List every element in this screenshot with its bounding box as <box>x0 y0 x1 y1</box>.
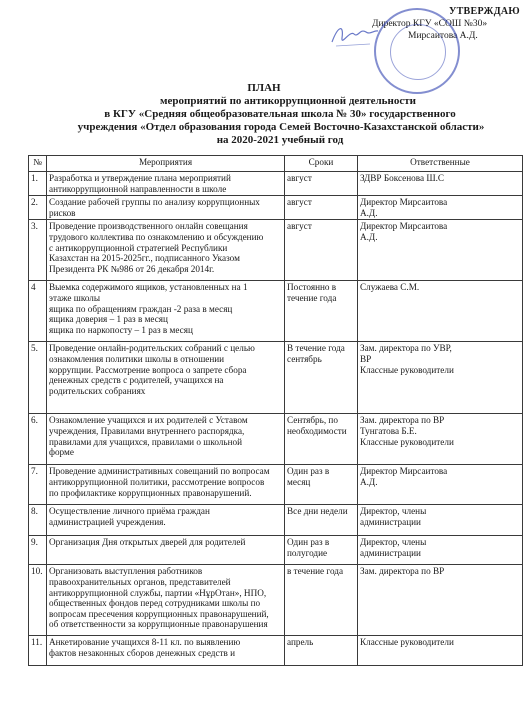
row-term <box>285 536 358 565</box>
title-line-3: в КГУ «Средняя общеобразовательная школа № 30» государственного <box>104 108 456 120</box>
approval-name: Мирсаитова А.Д. <box>408 31 478 41</box>
row-term <box>285 281 358 342</box>
row-responsible <box>358 414 523 465</box>
row-activity <box>47 414 285 465</box>
row-term-line: сентябрь <box>287 353 322 364</box>
row-responsible-line: Тунгатова Б.Е. <box>360 425 417 436</box>
row-activity <box>47 342 285 414</box>
row-activity <box>47 220 285 281</box>
table-row <box>29 196 523 220</box>
row-responsible-line: администрации <box>360 516 421 527</box>
row-responsible-line: ЗДВР Боксенова Ш.С <box>360 173 445 183</box>
row-term-line: апрель <box>287 637 314 648</box>
row-activity-line: Проведение административных совещаний по вопросам <box>49 466 270 477</box>
row-term-line: Постоянно в <box>287 282 337 293</box>
row-term-line: август <box>287 221 312 232</box>
row-number: 8. <box>29 505 47 536</box>
row-responsible <box>358 196 523 220</box>
row-activity-line: правоохранительных органов, представителей <box>49 576 231 587</box>
row-number: 2. <box>29 196 47 220</box>
row-number: 7. <box>29 465 47 505</box>
row-activity <box>47 636 285 666</box>
row-responsible <box>358 465 523 505</box>
row-activity-line: Проведение производственного онлайн совещания <box>49 221 248 232</box>
header-activity: Мероприятия <box>47 156 285 172</box>
row-term-line: В течение года <box>287 343 345 354</box>
table-body <box>29 172 523 666</box>
row-responsible-line: Зам. директора по ВР <box>360 415 445 426</box>
header-responsible: Ответственные <box>358 156 523 172</box>
row-term-line: Все дни недели <box>287 506 348 517</box>
row-term-line: август <box>287 173 312 183</box>
table-row <box>29 505 523 536</box>
row-activity-line: ознакомления политики школы в отношении <box>49 353 225 364</box>
row-activity <box>47 505 285 536</box>
row-term-line: в течение года <box>287 566 344 577</box>
row-activity-line: антикоррупционной направленности в школе <box>49 183 227 194</box>
row-number: 4 <box>29 281 47 342</box>
row-activity-line: администрацией учреждения. <box>49 516 166 527</box>
approval-director: Директор КГУ «СОШ №30» <box>372 19 488 29</box>
row-term-line: Один раз в <box>287 466 330 477</box>
row-activity-line: Казахстан на 2015-2025гг., подписанного Указом <box>49 253 240 264</box>
table-row <box>29 414 523 465</box>
row-activity <box>47 536 285 565</box>
row-number: 1. <box>29 172 47 196</box>
row-responsible <box>358 505 523 536</box>
row-responsible-line: Директор Мирсаитова <box>360 221 448 232</box>
row-activity-line: ящика по обращениям граждан -2 раза в месяц <box>49 303 233 314</box>
row-activity-line: Создание рабочей группы по анализу коррупционных <box>49 197 260 208</box>
row-responsible <box>358 565 523 636</box>
row-activity-line: Ознакомление учащихся и их родителей с Уставом <box>49 415 248 426</box>
row-responsible-line: Зам. директора по ВР <box>360 566 445 577</box>
row-responsible-line: Директор Мирсаитова <box>360 466 448 477</box>
title-line-4: учреждения «Отдел образования города Семей Восточно-Казахстанской области» <box>77 121 485 133</box>
row-activity-line: трудового коллектива по ознакомлению и обсуждению <box>49 231 264 242</box>
row-activity <box>47 565 285 636</box>
document-title <box>0 82 524 147</box>
header-term: Сроки <box>285 156 358 172</box>
row-term-line: Один раз в <box>287 537 330 548</box>
row-responsible-line: Директор, члены <box>360 506 427 517</box>
row-term <box>285 196 358 220</box>
row-activity-line: рисков <box>49 207 76 218</box>
row-responsible-line: Директор, члены <box>360 537 427 548</box>
row-number: 9. <box>29 536 47 565</box>
row-term <box>285 636 358 666</box>
row-activity-line: вопросам пресечения коррупционных правонарушений, <box>49 608 269 619</box>
row-activity-line: с антикоррупционной стратегией Республики <box>49 242 228 253</box>
row-number: 11. <box>29 636 47 666</box>
row-responsible <box>358 281 523 342</box>
row-responsible-line: А.Д. <box>360 476 378 487</box>
row-activity-line: учреждения, Правилами внутреннего распорядка, <box>49 425 245 436</box>
table-row <box>29 565 523 636</box>
row-term <box>285 465 358 505</box>
approval-title: УТВЕРЖДАЮ <box>448 6 520 17</box>
row-responsible-line: Директор Мирсаитова <box>360 197 448 208</box>
row-responsible-line: Классные руководители <box>360 436 454 447</box>
row-responsible <box>358 636 523 666</box>
row-number: 10. <box>29 565 47 636</box>
row-number: 6. <box>29 414 47 465</box>
row-activity <box>47 465 285 505</box>
row-term <box>285 505 358 536</box>
row-responsible-line: А.Д. <box>360 207 378 218</box>
row-activity <box>47 172 285 196</box>
row-responsible-line: ВР <box>360 353 372 364</box>
row-activity-line: этаже школы <box>49 292 101 303</box>
row-term-line: необходимости <box>287 425 347 436</box>
row-responsible-line: администрации <box>360 547 421 558</box>
row-activity-line: правилами для учащихся, правилами о школьной <box>49 436 242 447</box>
row-responsible-line: Служаева С.М. <box>360 282 420 293</box>
row-activity-line: форме <box>49 447 74 458</box>
table-row <box>29 465 523 505</box>
row-number: 3. <box>29 220 47 281</box>
table-row <box>29 342 523 414</box>
title-line-5: на 2020-2021 учебный год <box>216 134 344 146</box>
header-num: № <box>29 156 47 172</box>
plan-table <box>28 155 523 666</box>
row-activity-line: Осуществление личного приёма граждан <box>49 506 210 517</box>
row-term-line: полугодие <box>287 547 328 558</box>
row-activity-line: родительских собраниях <box>49 385 146 396</box>
row-activity-line: Организовать выступления работников <box>49 566 203 577</box>
row-activity <box>47 196 285 220</box>
table-row <box>29 636 523 666</box>
row-term-line: Сентябрь, по <box>287 415 338 426</box>
row-activity-line: общественных фондов перед сотрудниками школы по <box>49 598 261 609</box>
row-term-line: август <box>287 197 312 208</box>
row-number: 5. <box>29 342 47 414</box>
row-activity-line: Президента РК №986 от 26 декабря 2014г. <box>49 263 215 274</box>
row-responsible-line: Классные руководители <box>360 364 454 375</box>
title-line-2: мероприятий по антикоррупционной деятельности <box>160 95 416 107</box>
row-activity-line: антикоррупционной политики, рассмотрение вопросов <box>49 476 265 487</box>
row-responsible <box>358 342 523 414</box>
row-term <box>285 414 358 465</box>
row-activity-line: Организация Дня открытых дверей для родителей <box>49 537 246 548</box>
row-term <box>285 342 358 414</box>
row-activity-line: ящика по наркопосту – 1 раз в месяц <box>49 324 193 335</box>
row-responsible <box>358 536 523 565</box>
row-activity-line: ящика доверия – 1 раз в месяц <box>49 314 168 325</box>
row-responsible <box>358 172 523 196</box>
row-activity-line: об ответственности за коррупционные правонарушения <box>49 619 268 630</box>
table-row <box>29 281 523 342</box>
row-term-line: месяц <box>287 476 311 487</box>
table-header-row <box>29 156 523 172</box>
row-activity-line: антикоррупционной службы, партии «НұрОтан», НПО, <box>49 587 267 598</box>
row-activity-line: коррупции. Рассмотрение вопроса о запрете сбора <box>49 364 247 375</box>
row-term <box>285 172 358 196</box>
table-row <box>29 172 523 196</box>
title-line-1: ПЛАН <box>247 82 281 94</box>
table-row <box>29 536 523 565</box>
row-activity-line: Выемка содержимого ящиков, установленных на 1 <box>49 282 248 293</box>
table-row <box>29 220 523 281</box>
row-responsible-line: А.Д. <box>360 231 378 242</box>
row-responsible <box>358 220 523 281</box>
row-responsible-line: Классные руководители <box>360 637 454 648</box>
signature-icon <box>330 20 380 50</box>
row-term-line: течение года <box>287 292 337 303</box>
row-activity-line: Анкетирование учащихся 8-11 кл. по выявлению <box>49 637 241 648</box>
row-activity-line: по профилактике коррупционных правонарушений. <box>49 487 252 498</box>
row-term <box>285 565 358 636</box>
row-activity-line: Разработка и утверждение плана мероприятий <box>49 173 231 183</box>
row-activity-line: фактов незаконных сборов денежных средств и <box>49 647 236 658</box>
row-activity <box>47 281 285 342</box>
row-activity-line: Проведение онлайн-родительских собраний с целью <box>49 343 255 354</box>
row-term <box>285 220 358 281</box>
row-responsible-line: Зам. директора по УВР, <box>360 343 452 354</box>
row-activity-line: денежных средств с родителей, учащихся на <box>49 375 224 386</box>
